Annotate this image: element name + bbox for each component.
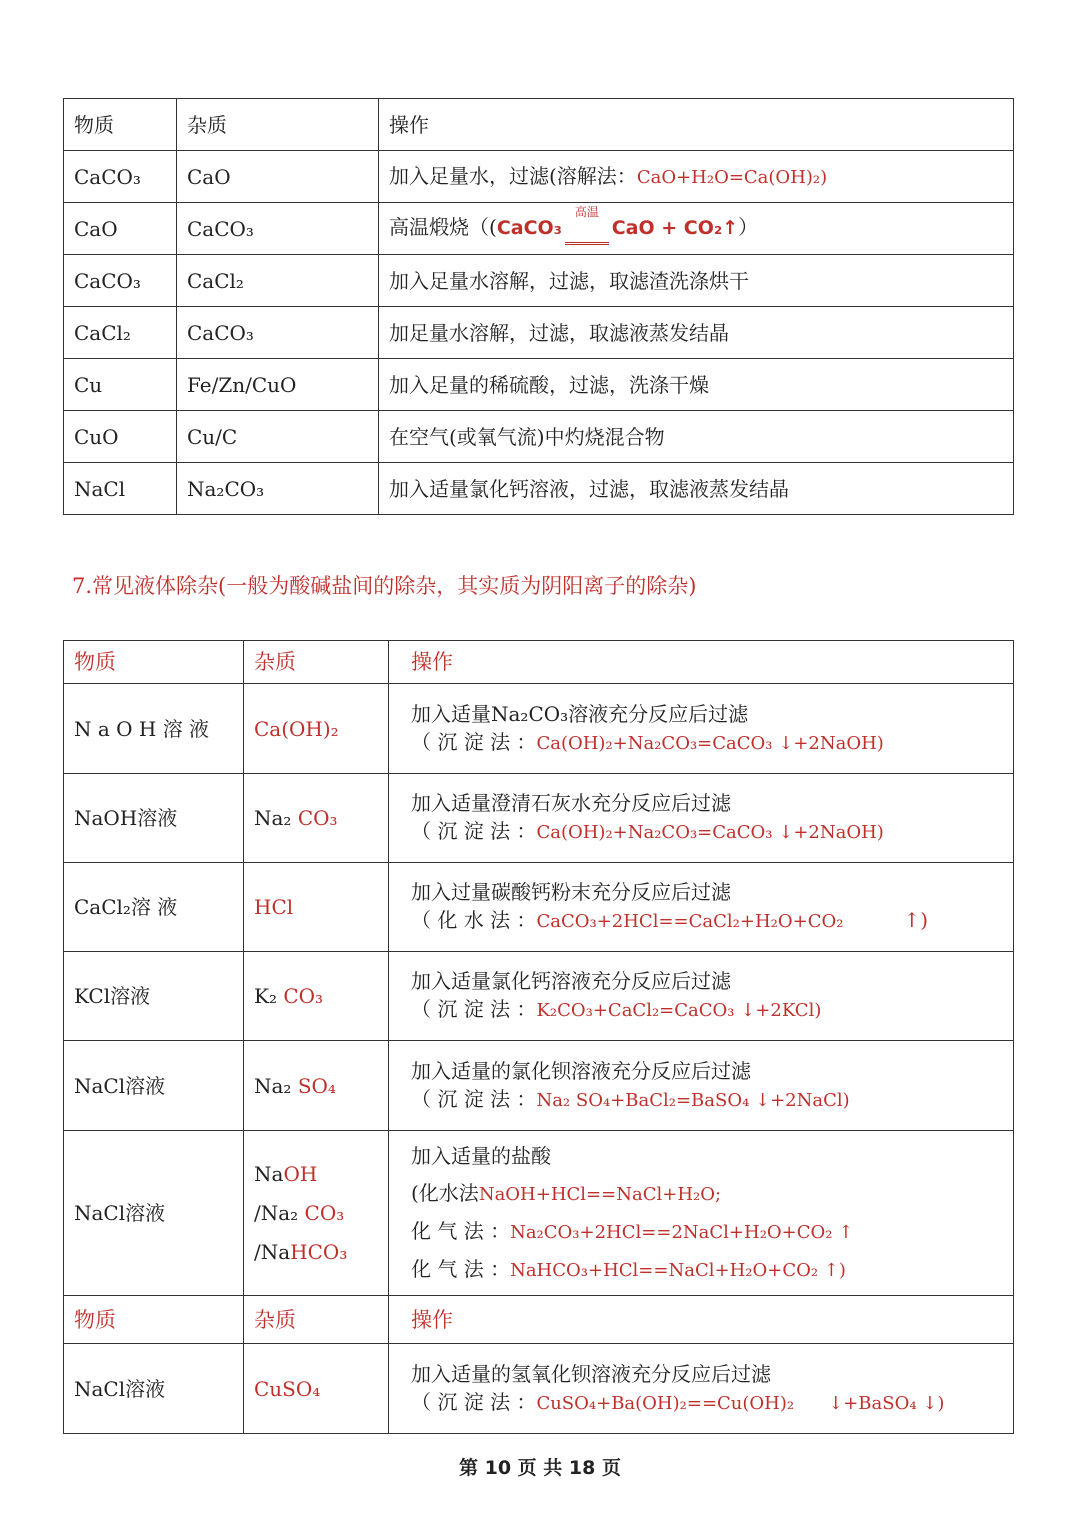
method-label: (化水法 <box>411 1180 479 1205</box>
operation-cell <box>389 774 1014 863</box>
method-label: （ 沉 淀 法 ： <box>411 819 537 843</box>
method-label: 化 气 法 ： <box>411 1218 511 1243</box>
method-line <box>411 995 1003 1025</box>
table-row <box>64 203 1014 255</box>
table-row <box>64 307 1014 359</box>
substance-cell: CaCO₃ <box>64 255 177 307</box>
section-heading: 7.常见液体除杂(一般为酸碱盐间的除杂，其实质为阴阳离子的除杂) <box>72 574 697 598</box>
reaction-formula: Na₂CO₃+2HCl==2NaCl+H₂O+CO₂ ↑ <box>510 1221 854 1243</box>
reaction-formula: K₂CO₃+CaCl₂=CaCO₃ ↓+2KCl) <box>536 1000 822 1021</box>
operation-text: 加入适量的氯化钡溶液充分反应后过滤 <box>411 1058 751 1083</box>
impurity-cell <box>244 952 389 1041</box>
reaction-formula: Ca(OH)₂+Na₂CO₃=CaCO₃ ↓+2NaOH) <box>536 822 884 843</box>
operation-cell: 加足量水溶解，过滤，取滤液蒸发结晶 <box>379 307 1014 359</box>
impurity-cell: CuSO₄ <box>244 1344 389 1434</box>
reaction-equation <box>496 204 739 239</box>
operation-text: 加入足量水，过滤(溶解法： <box>389 163 637 188</box>
table-row <box>64 1041 1014 1131</box>
reaction-formula: CaO+H₂O=Ca(OH)₂) <box>636 166 828 188</box>
reaction-tail: ↓+BaSO₄ ↓) <box>828 1392 945 1414</box>
table-row <box>64 359 1014 411</box>
impurity-ion: CO₃ <box>304 1200 345 1225</box>
table-header-row <box>64 1296 1014 1344</box>
table-row <box>64 411 1014 463</box>
operation-text: 加入适量的氢氧化钡溶液充分反应后过滤 <box>411 1361 771 1386</box>
table-row <box>64 952 1014 1041</box>
impurity-prefix: K₂ <box>254 984 277 1008</box>
impurity-cell: Na₂CO₃ <box>177 463 379 515</box>
gas-arrow: ↑) <box>903 908 929 932</box>
operation-cell <box>379 151 1014 203</box>
operation-text: 加入适量氯化钙溶液充分反应后过滤 <box>411 969 731 993</box>
reaction-formula: Ca(OH)₂+Na₂CO₃=CaCO₃ ↓+2NaOH) <box>536 732 884 754</box>
impurity-cell: HCl <box>244 863 389 952</box>
substance-cell: NaCl溶液 <box>64 1041 244 1131</box>
method-line <box>411 1388 1003 1418</box>
impurity-cell: CaCO₃ <box>177 203 379 255</box>
method-line <box>411 906 1003 936</box>
header-substance: 物质 <box>64 641 244 684</box>
header-impurity: 杂质 <box>177 99 379 151</box>
operation-text: 高温煅烧（( <box>389 214 497 239</box>
method-line <box>411 1175 1003 1213</box>
operation-cell <box>389 863 1014 952</box>
table-header-row <box>64 641 1014 684</box>
substance-cell: NaCl <box>64 463 177 515</box>
method-line <box>411 728 1003 758</box>
operation-cell <box>389 684 1014 774</box>
impurity-cell <box>244 774 389 863</box>
equation-left: CaCO₃ <box>496 216 562 239</box>
method-label: （ 沉 淀 法 ： <box>411 1389 537 1414</box>
header-impurity: 杂质 <box>244 1296 389 1344</box>
header-substance: 物质 <box>64 99 177 151</box>
table-row <box>64 1131 1014 1296</box>
reaction-formula: CaCO₃+2HCl==CaCl₂+H₂O+CO₂ <box>536 911 844 932</box>
header-substance: 物质 <box>64 1296 244 1344</box>
impurity-cell: CaCl₂ <box>177 255 379 307</box>
impurity-ion: CO₃ <box>297 806 338 830</box>
table-row <box>64 1344 1014 1434</box>
substance-cell: CaCl₂溶 液 <box>64 863 244 952</box>
method-line <box>411 1085 1003 1115</box>
equation-right: CaO + CO₂↑ <box>611 216 739 239</box>
impurity-cell: Fe/Zn/CuO <box>177 359 379 411</box>
method-label: （ 沉 淀 法 ： <box>411 1086 537 1111</box>
liquid-impurity-table <box>63 640 1014 1434</box>
method-label: （ 化 水 法 ： <box>411 908 537 932</box>
header-operation: 操作 <box>389 1296 1014 1344</box>
impurity-ion: CO₃ <box>283 984 324 1008</box>
reaction-formula: NaOH+HCl==NaCl+H₂O; <box>478 1183 722 1205</box>
operation-text: 加入适量澄清石灰水充分反应后过滤 <box>411 791 731 815</box>
substance-cell: NaOH溶液 <box>64 774 244 863</box>
table-row <box>64 863 1014 952</box>
impurity-ion: SO₄ <box>297 1073 336 1098</box>
operation-text: 加入过量碳酸钙粉末充分反应后过滤 <box>411 880 731 904</box>
operation-cell: 加入足量水溶解，过滤，取滤渣洗涤烘干 <box>379 255 1014 307</box>
method-label: （ 沉 淀 法 ： <box>411 729 537 754</box>
method-label: （ 沉 淀 法 ： <box>411 997 537 1021</box>
substance-cell: CaCO₃ <box>64 151 177 203</box>
impurity-cell: CaO <box>177 151 379 203</box>
operation-cell <box>389 1344 1014 1434</box>
reaction-formula: NaHCO₃+HCl==NaCl+H₂O+CO₂ ↑) <box>510 1259 846 1281</box>
impurity-cell <box>244 1131 389 1296</box>
table-row <box>64 255 1014 307</box>
impurity-prefix: Na₂ <box>254 806 292 830</box>
impurity-prefix: /Na₂ <box>254 1200 299 1225</box>
impurity-ion: OH <box>283 1161 318 1186</box>
method-line <box>411 817 1003 847</box>
header-operation: 操作 <box>379 99 1014 151</box>
condition-label: 高温 <box>574 204 599 219</box>
method-line <box>411 1213 1003 1251</box>
impurity-prefix: Na₂ <box>254 1073 292 1098</box>
table-row <box>64 463 1014 515</box>
substance-cell: Cu <box>64 359 177 411</box>
operation-cell <box>379 203 1014 255</box>
operation-cell: 加入足量的稀硫酸，过滤，洗涤干燥 <box>379 359 1014 411</box>
substance-cell: NaCl溶液 <box>64 1344 244 1434</box>
substance-cell: NaCl溶液 <box>64 1131 244 1296</box>
reaction-condition <box>565 204 609 245</box>
table-row <box>64 151 1014 203</box>
operation-cell <box>389 952 1014 1041</box>
substance-cell: KCl溶液 <box>64 952 244 1041</box>
table-row <box>64 774 1014 863</box>
operation-cell: 在空气(或氧气流)中灼烧混合物 <box>379 411 1014 463</box>
impurity-line <box>254 1233 378 1272</box>
operation-tail: ） <box>738 214 759 239</box>
operation-cell <box>389 1131 1014 1296</box>
impurity-prefix: Na <box>254 1161 284 1186</box>
operation-text: 加入适量的盐酸 <box>411 1143 551 1168</box>
impurity-cell <box>244 1041 389 1131</box>
impurity-prefix: /Na <box>254 1239 291 1264</box>
table-header-row <box>64 99 1014 151</box>
impurity-ion: HCO₃ <box>290 1239 348 1264</box>
substance-cell: CaO <box>64 203 177 255</box>
substance-cell: CuO <box>64 411 177 463</box>
header-operation: 操作 <box>389 641 1014 684</box>
reaction-formula: Na₂ SO₄+BaCl₂=BaSO₄ ↓+2NaCl) <box>536 1089 850 1111</box>
operation-cell: 加入适量氯化钙溶液，过滤，取滤液蒸发结晶 <box>379 463 1014 515</box>
method-label: 化 气 法 ： <box>411 1256 511 1281</box>
operation-text: 加入适量Na₂CO₃溶液充分反应后过滤 <box>411 701 749 726</box>
impurity-cell: Cu/C <box>177 411 379 463</box>
page-footer: 第 10 页 共 18 页 <box>459 1457 621 1479</box>
table-row <box>64 684 1014 774</box>
solid-impurity-table <box>63 98 1014 515</box>
method-line <box>411 1251 1003 1289</box>
reaction-formula: CuSO₄+Ba(OH)₂==Cu(OH)₂ <box>536 1392 795 1414</box>
impurity-cell: CaCO₃ <box>177 307 379 359</box>
substance-cell: N a O H 溶 液 <box>64 684 244 774</box>
impurity-cell: Ca(OH)₂ <box>244 684 389 774</box>
impurity-line <box>254 1194 378 1233</box>
header-impurity: 杂质 <box>244 641 389 684</box>
operation-cell <box>389 1041 1014 1131</box>
impurity-line <box>254 1155 378 1194</box>
substance-cell: CaCl₂ <box>64 307 177 359</box>
